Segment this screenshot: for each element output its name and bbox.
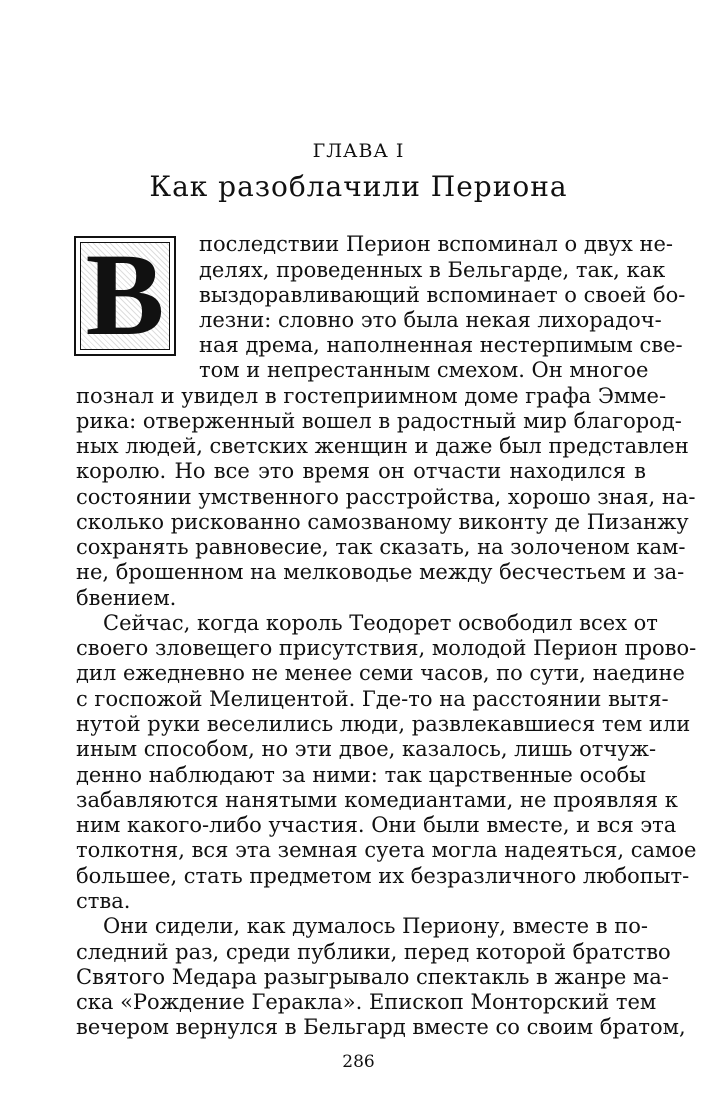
text-line: состоянии умственного расстройства, хорошо зная, на- — [76, 485, 696, 509]
text-line: ных людей, светских женщин и даже был представлен — [76, 434, 689, 458]
text-line: Сейчас, когда король Теодорет освободил всех от — [103, 611, 658, 635]
text-line: следний раз, среди публики, перед которой братство — [76, 940, 671, 964]
text-line: с госпожой Мелицентой. Где-то на расстоянии вытя- — [76, 687, 669, 711]
page-number: 286 — [342, 1052, 375, 1072]
text-line: ска «Рождение Геракла». Епископ Монторский тем — [76, 990, 657, 1014]
text-line: рика: отверженный вошел в радостный мир благород- — [76, 409, 682, 433]
text-line: не, брошенном на мелководье между бесчестьем и за- — [76, 560, 685, 584]
text-line: сохранять равновесие, так сказать, на золоченом кам- — [76, 535, 686, 559]
chapter-label: ГЛАВА I — [312, 140, 405, 162]
drop-cap-ornament — [80, 242, 170, 350]
drop-cap-letter: В — [85, 242, 165, 350]
text-line: вечером вернулся в Бельгард вместе со своим братом, — [76, 1015, 686, 1039]
text-line: сколько рискованно самозваному виконту де Пизанжу — [76, 510, 689, 534]
text-line: толкотня, вся эта земная суета могла надеяться, самое — [76, 838, 697, 862]
text-line: ним какого-либо участия. Они были вместе, и вся эта — [76, 813, 677, 837]
chapter-title: Как разоблачили Периона — [149, 170, 568, 203]
text-line: королю. Но все это время он отчасти находился в — [76, 459, 646, 483]
text-line: делях, проведенных в Бельгарде, так, как — [199, 258, 666, 282]
text-line: лезни: словно это была некая лихорадоч- — [199, 308, 662, 332]
text-line: денно наблюдают за ними: так царственные особы — [76, 763, 646, 787]
text-line: бвением. — [76, 586, 177, 610]
text-line: том и непрестанным смехом. Он многое — [199, 358, 649, 382]
text-line: Они сидели, как думалось Периону, вместе в по- — [103, 914, 648, 938]
text-line: забавляются нанятыми комедиантами, не проявляя к — [76, 788, 678, 812]
text-line: познал и увидел в гостеприимном доме графа Эмме- — [76, 384, 667, 408]
text-line: большее, стать предметом их безразличного любопыт- — [76, 864, 690, 888]
text-line: ства. — [76, 889, 131, 913]
text-line: своего зловещего присутствия, молодой Перион прово- — [76, 636, 697, 660]
text-line: Святого Медара разыгрывало спектакль в жанре ма- — [76, 965, 669, 989]
text-line: выздоравливающий вспоминает о своей бо- — [199, 283, 686, 307]
text-line: иным способом, но эти двое, казалось, лишь отчуж- — [76, 737, 657, 761]
text-line: последствии Перион вспоминал о двух не- — [199, 232, 674, 256]
text-line: нутой руки веселились люди, развлекавшиеся тем или — [76, 712, 691, 736]
drop-cap — [74, 236, 176, 356]
text-line: ная дрема, наполненная нестерпимым све- — [199, 333, 683, 357]
text-line: дил ежедневно не менее семи часов, по сути, наедине — [76, 661, 685, 685]
